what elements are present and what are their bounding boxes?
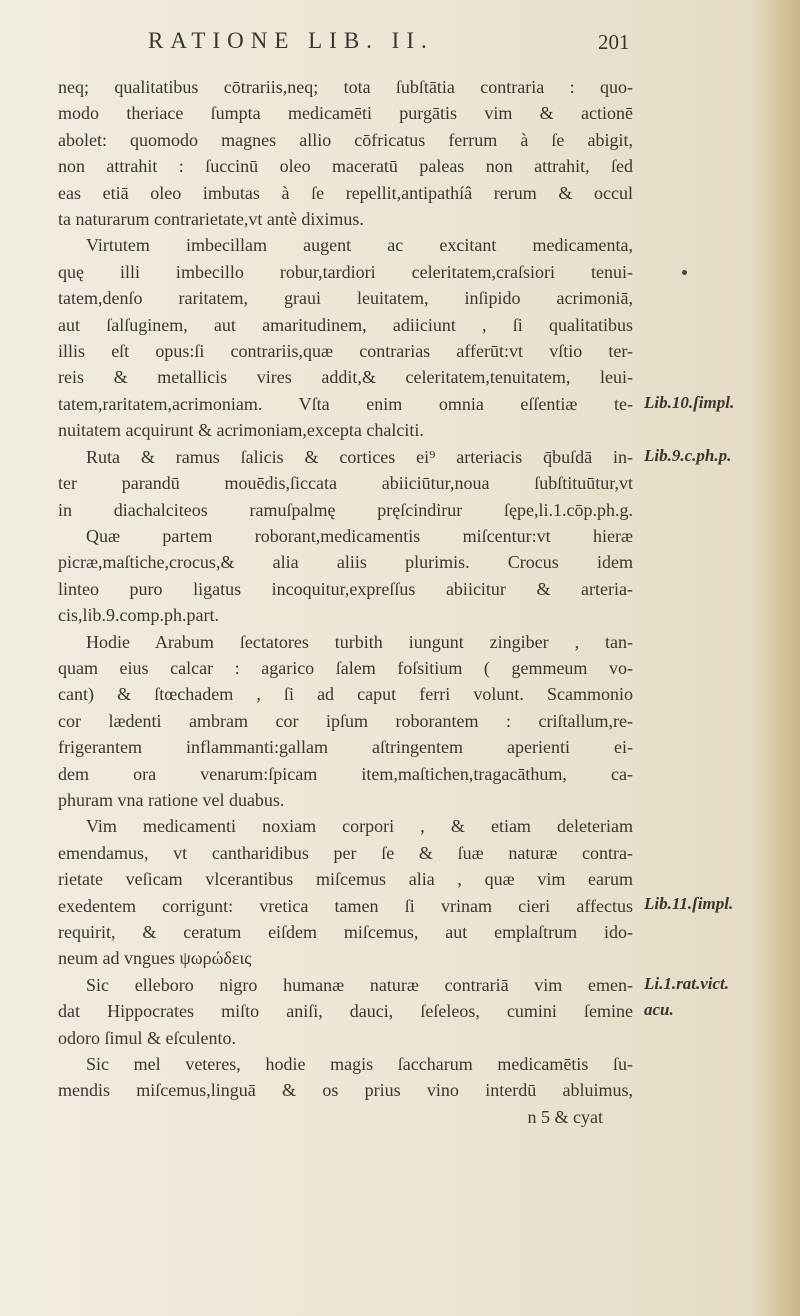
text-line: dat Hippocrates miſto aniſi, dauci, ſeſeleos, cumini ſemine (58, 1001, 633, 1022)
text-line: nuitatem acquirunt & acrimoniam,excepta chalciti. (58, 420, 424, 441)
text-line: odoro ſimul & eſculento. (58, 1027, 236, 1048)
text-line: Virtutem imbecillam augent ac excitant medicamenta, (86, 235, 633, 256)
text-line: aut ſalſuginem, aut amaritudinem, adiiciunt , ſi qualitatibus (58, 314, 633, 335)
text-line: rietate veſicam vlcerantibus miſcemus alia , quæ vim earum (58, 869, 633, 890)
text-line: Sic mel veteres, hodie magis ſaccharum medicamētis ſu- (86, 1054, 633, 1075)
text-line: Hodie Arabum ſectatores turbith iungunt zingiber , tan- (86, 631, 633, 652)
body-text (58, 74, 633, 1130)
text-line: modo theriace ſumpta medicamēti purgātis vim & actionē (58, 103, 633, 124)
text-line: dem ora venarum:ſpicam item,maſtichen,tragacāthum, ca- (58, 763, 633, 784)
text-line: Quæ partem roborant,medicamentis miſcentur:vt hieræ (86, 525, 633, 546)
text-line: cor lædenti ambram cor ipſum roborantem : criſtallum,re- (58, 710, 633, 731)
page-number: 201 (598, 30, 630, 54)
text-line: Sic elleboro nigro humanæ naturæ contrariā vim emen- (86, 974, 633, 995)
text-line: frigerantem inflammanti:gallam aſtringentem aperienti ei- (58, 737, 633, 758)
text-line: n 5 & cyat (527, 1106, 603, 1127)
text-line: reis & metallicis vires addit,& celeritatem,tenuitatem, leui- (58, 367, 633, 388)
text-line: ta naturarum contrarietate,vt antè diximus. (58, 209, 364, 230)
margin-note: Lib.10.ſimpl. (644, 392, 735, 412)
text-line: eas etiā oleo imbutas à ſe repellit,antipathíâ rerum & occul (58, 182, 633, 203)
text-line: Vim medicamenti noxiam corpori , & etiam deleteriam (86, 816, 633, 837)
text-line: non attrahit : ſuccinū oleo maceratū paleas non attrahit, ſed (58, 156, 633, 177)
text-line: in diachalciteos ramuſpalmę pręſcindirur ſępe,li.1.cōp.ph.g. (58, 499, 633, 520)
text-line: linteo puro ligatus incoquitur,expreſſus abiicitur & arteria- (58, 578, 633, 599)
margin-note: Lib.11.ſimpl. (644, 894, 734, 914)
text-line: quę illi imbecillo robur,tardiori celeritatem,craſsiori tenui- (58, 261, 633, 282)
text-line: abolet: quomodo magnes allio cōfricatus ferrum à ſe abigit, (58, 129, 633, 150)
margin-note: acu. (644, 1000, 674, 1019)
margin-note: Lib.9.c.ph.p. (644, 445, 732, 465)
text-line: requirit, & ceratum eiſdem miſcemus, aut emplaſtrum ido- (58, 922, 633, 942)
text-line: ter parandū mouēdis,ſiccata abiiciūtur,noua ſubſtituūtur,vt (58, 473, 633, 494)
text-line: mendis miſcemus,linguā & os prius vino interdū abluimus, (58, 1080, 633, 1101)
text-line: illis eſt opus:ſi contrariis,quæ contrarias afferūt:vt vſtio ter- (58, 341, 633, 362)
text-line: cant) & ſtœchadem , ſi ad caput ferri volunt. Scammonio (58, 684, 633, 705)
text-line: tatem,raritatem,acrimoniam. Vſta enim omnia eſſentiæ te- (58, 393, 633, 414)
margin-note: Li.1.rat.vict. (644, 973, 729, 993)
text-line: cis,lib.9.comp.ph.part. (58, 605, 219, 626)
text-line: neum ad vngues ψωρώδεις (58, 948, 252, 969)
running-head (0, 18, 800, 58)
text-line: Ruta & ramus ſalicis & cortices ei⁹ arteriacis q̄buſdā in- (86, 446, 633, 467)
text-line: picræ,maſtiche,crocus,& alia aliis plurimis. Crocus idem (58, 552, 633, 573)
text-line: neq; qualitatibus cōtrariis,neq; tota ſubſtātia contraria : quo- (58, 77, 633, 97)
text-line: tatem,denſo raritatem, graui leuitatem, inſipido acrimoniā, (58, 288, 633, 309)
running-title: RATIONE LIB. II. (148, 28, 434, 53)
text-line: emendamus, vt cantharidibus per ſe & ſuæ naturæ contra- (58, 842, 633, 863)
page-edge-shadow (752, 0, 800, 1316)
ink-speck (682, 270, 687, 275)
text-line: phuram vna ratione vel duabus. (58, 789, 285, 810)
text-line: exedentem corrigunt: vretica tamen ſi vrinam cieri affectus (58, 895, 633, 916)
text-line: quam eius calcar : agarico ſalem foſsitium ( gemmeum vo- (58, 657, 633, 678)
